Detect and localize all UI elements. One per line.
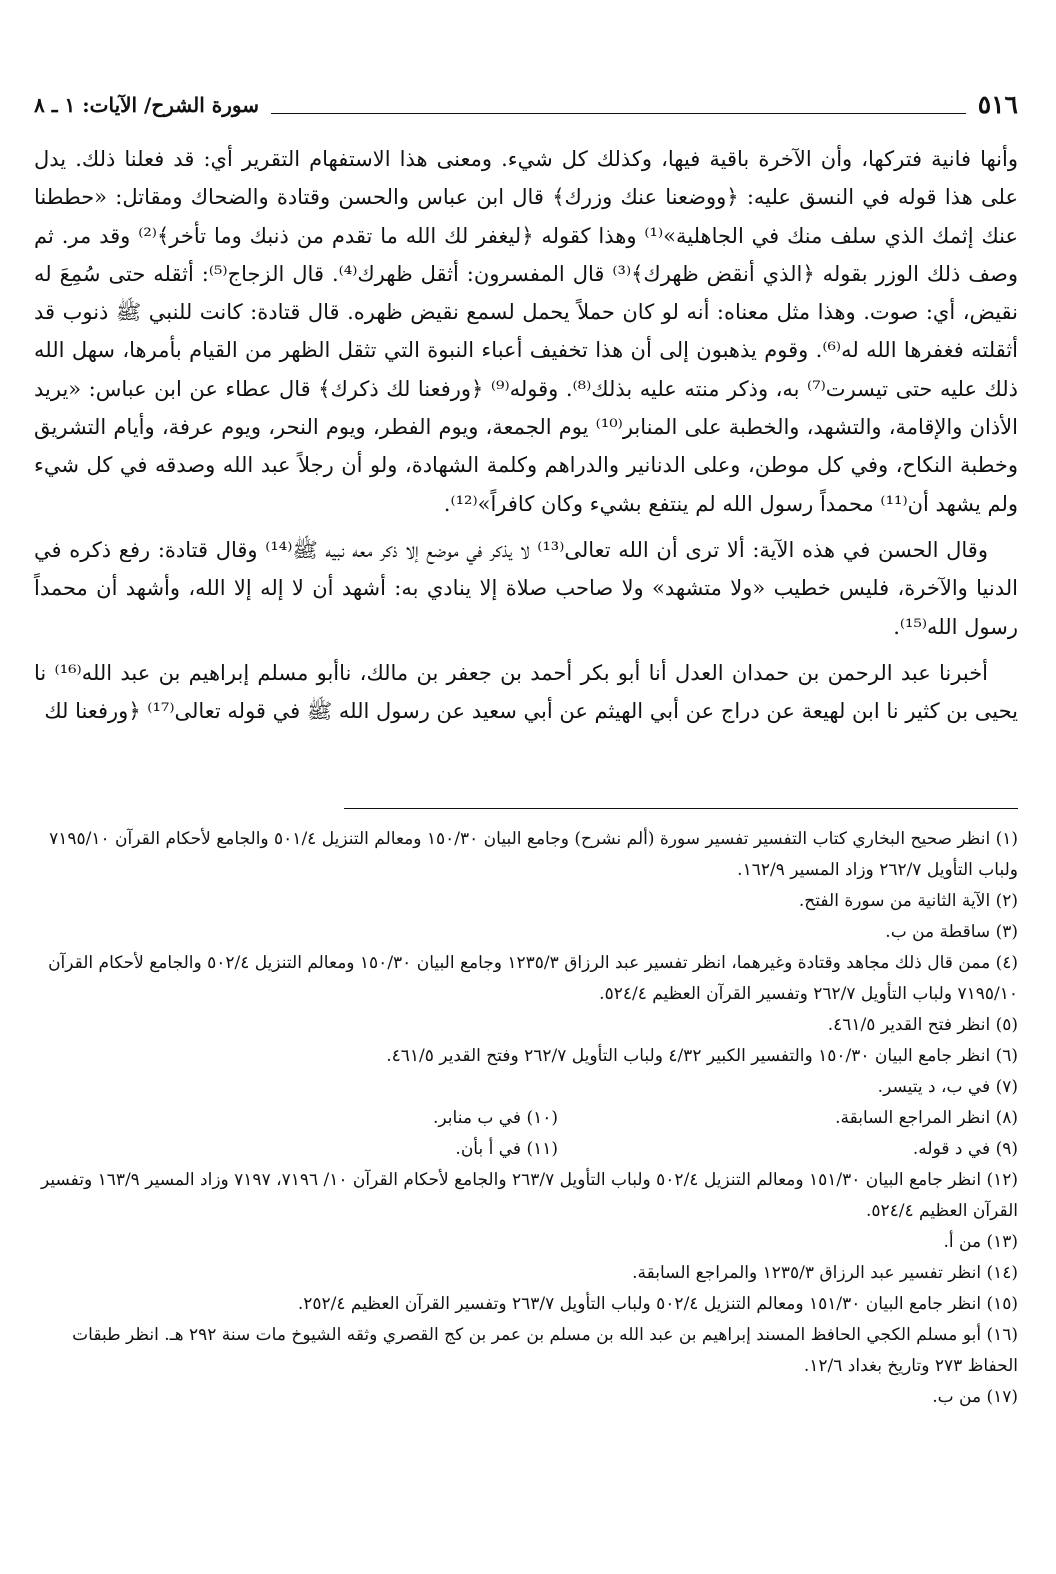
footnote: (٩) في د قوله. — [912, 1139, 1018, 1159]
footnote: (١) انظر صحيح البخاري كتاب التفسير تفسير سورة (ألم نشرح) وجامع البيان ١٥٠/٣٠ ومعالم التنزيل ٥٠١/٤ والجامع لأحكام القرآن ٧١٩٥/١٠ ولباب التأويل ٢٦٢/٧ وزاد المسير ١٦٢/٩. — [49, 829, 1018, 880]
footnote-row — [34, 1103, 1018, 1134]
footnote: (١٧) من ب. — [932, 1387, 1018, 1407]
footnote: (١٢) انظر جامع البيان ١٥١/٣٠ ومعالم التنزيل ٥٠٢/٤ ولباب التأويل ٢٦٣/٧ والجامع لأحكام القرآن ١٠/ ٧١٩٦، ٧١٩٧ وزاد المسير ١٦٣/٩ وتفسير القرآن العظيم ٥٢٤/٤. — [40, 1170, 1018, 1221]
footnote: (٥) انظر فتح القدير ٤٦١/٥. — [827, 1015, 1018, 1035]
footnote: (١٤) انظر تفسير عبد الرزاق ١٢٣٥/٣ والمراجع السابقة. — [632, 1263, 1018, 1283]
footnote: (١٣) من أ. — [943, 1232, 1018, 1252]
footnote: (٧) في ب، د يتيسر. — [877, 1077, 1018, 1097]
footnotes — [34, 824, 1018, 1413]
body-paragraph: وقال الحسن في هذه الآية: ألا ترى أن الله تعالى⁽¹³⁾ لا يذكر في موضع إلا ذكر معه نبيه ﷺ⁽¹⁴⁾ وقال قتادة: رفع ذكره في الدنيا والآخرة، فليس خطيب «ولا متشهد» ولا صاحب صلاة إلا ينادي به: أشهد أن لا إله إلا الله، وأشهد أن محمداً رسول الله⁽¹⁵⁾. — [34, 537, 1018, 639]
footnote: (١١) في أ بأن. — [455, 1139, 558, 1159]
page-number: ٥١٦ — [977, 90, 1018, 119]
running-title: سورة الشرح/ الآيات: ١ ـ ٨ — [34, 93, 259, 117]
footnote: (١٦) أبو مسلم الكجي الحافظ المسند إبراهيم بن عبد الله بن مسلم بن عمر بن كج القصري وثقه الشيوخ مات سنة ٢٩٢ هـ. انظر طبقات الحفاظ ٢٧٣ وتاريخ بغداد ١٢/٦. — [72, 1325, 1018, 1376]
footnote: (٨) انظر المراجع السابقة. — [835, 1108, 1018, 1128]
footnote: (٦) انظر جامع البيان ١٥٠/٣٠ والتفسير الكبير ٤/٣٢ ولباب التأويل ٢٦٢/٧ وفتح القدير ٤٦١/٥. — [386, 1046, 1018, 1066]
running-head — [34, 86, 1018, 120]
footnote: (١٠) في ب منابر. — [433, 1108, 558, 1128]
footnote: (٤) ممن قال ذلك مجاهد وقتادة وغيرهما، انظر تفسير عبد الرزاق ١٢٣٥/٣ وجامع البيان ١٥٠/٣٠ ومعالم التنزيل ٥٠٢/٤ والجامع لأحكام القرآن ٧١٩٥/١٠ ولباب التأويل ٢٦٢/٧ وتفسير القرآن العظيم ٥٢٤/٤. — [48, 953, 1018, 1004]
footnote: (٢) الآية الثانية من سورة الفتح. — [798, 891, 1018, 911]
footnote: (١٥) انظر جامع البيان ١٥١/٣٠ ومعالم التنزيل ٥٠٢/٤ ولباب التأويل ٢٦٣/٧ وتفسير القرآن العظيم ٢٥٢/٤. — [297, 1294, 1018, 1314]
body-paragraph: وأنها فانية فتركها، وأن الآخرة باقية فيها، وكذلك كل شيء. ومعنى هذا الاستفهام التقرير أي: قد فعلنا ذلك. يدل على هذا قوله في النسق عليه: ﴿ووضعنا عنك وزرك﴾ قال ابن عباس والحسن وقتادة والضحاك ومقاتل: «حططنا عنك إثمك الذي سلف منك في الجاهلية»⁽¹⁾ وهذا كقوله ﴿ليغفر لك الله ما تقدم من ذنبك وما تأخر﴾⁽²⁾ وقد مر. ثم وصف ذلك الوزر بقوله ﴿الذي أنقض ظهرك﴾⁽³⁾ قال المفسرون: أثقل ظهرك⁽⁴⁾. قال الزجاج⁽⁵⁾: أثقله حتى سُمِعَ له نقيض، أي: صوت. وهذا مثل معناه: أنه لو كان حملاً يحمل لسمع نقيض ظهره. قال قتادة: كانت للنبي ﷺ ذنوب قد أثقلته فغفرها الله له⁽⁶⁾. وقوم يذهبون إلى أن هذا تخفيف أعباء النبوة التي تثقل الظهر من القيام بأمرها، سهل الله ذلك عليه حتى تيسرت⁽⁷⁾ به، وذكر منته عليه بذلك⁽⁸⁾. وقوله⁽⁹⁾ ﴿ورفعنا لك ذكرك﴾ قال عطاء عن ابن عباس: «يريد الأذان والإقامة، والتشهد، والخطبة على المنابر⁽¹⁰⁾ يوم الجمعة، ويوم الفطر، ويوم النحر، ويوم عرفة، وأيام التشريق وخطبة النكاح، وفي كل موطن، وعلى الدنانير والدراهم وكلمة الشهادة، ولو أن رجلاً عبد الله وصدقه في كل شيء ولم يشهد أن⁽¹¹⁾ محمداً رسول الله لم ينتفع بشيء وكان كافراً»⁽¹²⁾. — [34, 147, 1019, 516]
footnote-separator — [344, 808, 1018, 809]
main-text — [34, 140, 1018, 730]
footnote: (٣) ساقطة من ب. — [885, 922, 1018, 942]
header-rule — [271, 113, 966, 114]
footnote-row — [34, 1134, 1018, 1165]
body-paragraph: أخبرنا عبد الرحمن بن حمدان العدل أنا أبو بكر أحمد بن جعفر بن مالك، ناأبو مسلم إبراهيم بن عبد الله⁽¹⁶⁾ نا يحيى بن كثير نا ابن لهيعة عن دراج عن أبي الهيثم عن أبي سعيد عن رسول الله ﷺ في قوله تعالى⁽¹⁷⁾ ﴿ورفعنا لك — [34, 660, 1018, 724]
